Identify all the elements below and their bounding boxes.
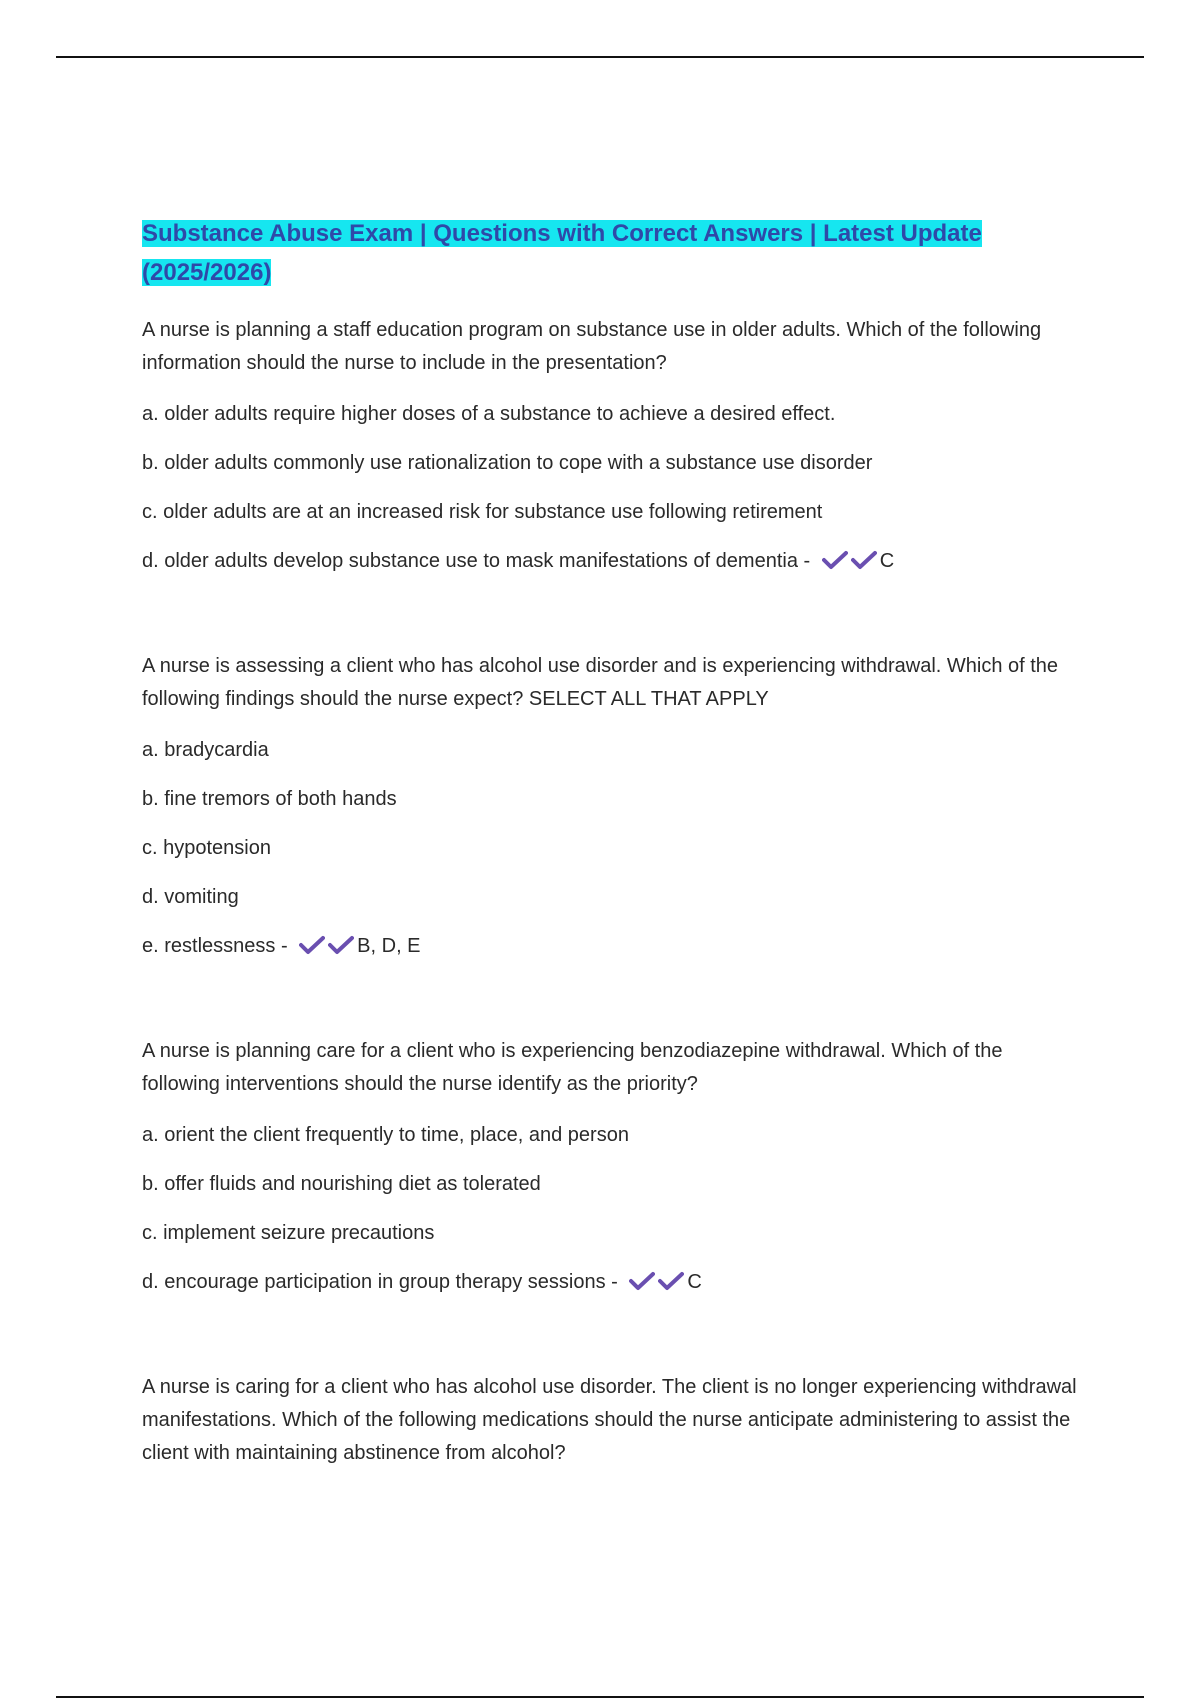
bottom-rule (56, 1696, 1144, 1698)
question-stem: A nurse is planning care for a client who is experiencing benzodiazepine withdrawal. Which of the following interventions should the nurse identify as the priority? (142, 1040, 1003, 1095)
answer-key (822, 550, 894, 572)
check-icon (328, 935, 354, 955)
answer-option-with-key (142, 1266, 1082, 1299)
answer-letter: C (879, 550, 895, 572)
question-block (142, 314, 1082, 578)
answer-option-text: e. restlessness - (142, 935, 288, 957)
answer-option: c. hypotension (142, 837, 271, 859)
answer-option: a. orient the client frequently to time, place, and person (142, 1124, 629, 1146)
question-block (142, 650, 1082, 963)
check-icon (851, 550, 877, 570)
answer-option-with-key (142, 930, 1082, 963)
document-body (142, 214, 1082, 1542)
title-line-2: (2025/2026) (142, 259, 272, 286)
question-block (142, 1371, 1082, 1470)
check-icon (822, 550, 848, 570)
answer-option: b. older adults commonly use rationalization to cope with a substance use disorder (142, 452, 873, 474)
answer-option: a. older adults require higher doses of a substance to achieve a desired effect. (142, 403, 836, 425)
check-icon (299, 935, 325, 955)
answer-option: b. offer fluids and nourishing diet as tolerated (142, 1173, 541, 1195)
answer-key (629, 1271, 701, 1293)
answer-option: a. bradycardia (142, 739, 269, 761)
answer-option: b. fine tremors of both hands (142, 788, 397, 810)
answer-option-text: d. older adults develop substance use to mask manifestations of dementia - (142, 550, 811, 572)
question-stem: A nurse is caring for a client who has alcohol use disorder. The client is no longer experiencing withdrawal manifestations. Which of the following medications should the nurse anticipate administering to assist the client with maintaining abstinence from alcohol? (142, 1376, 1077, 1464)
document-title (142, 214, 1082, 292)
answer-letter: B, D, E (357, 935, 421, 957)
answer-letter: C (687, 1271, 702, 1293)
question-stem: A nurse is planning a staff education program on substance use in older adults. Which of the following information should the nurse to include in the presentation? (142, 319, 1042, 374)
check-icon (658, 1271, 684, 1291)
answer-key (299, 935, 420, 957)
answer-option: c. implement seizure precautions (142, 1222, 435, 1244)
answer-option-with-key (142, 545, 1082, 578)
question-block (142, 1035, 1082, 1299)
question-stem: A nurse is assessing a client who has alcohol use disorder and is experiencing withdrawal. Which of the following findings should the nurse expect? SELECT ALL THAT APPLY (142, 655, 1059, 710)
answer-option-text: d. encourage participation in group therapy sessions - (142, 1271, 618, 1293)
title-line-1: Substance Abuse Exam | Questions with Correct Answers | Latest Update (142, 220, 982, 247)
answer-option: d. vomiting (142, 886, 239, 908)
check-icon (629, 1271, 655, 1291)
answer-option: c. older adults are at an increased risk for substance use following retirement (142, 501, 823, 523)
top-rule (56, 56, 1144, 58)
